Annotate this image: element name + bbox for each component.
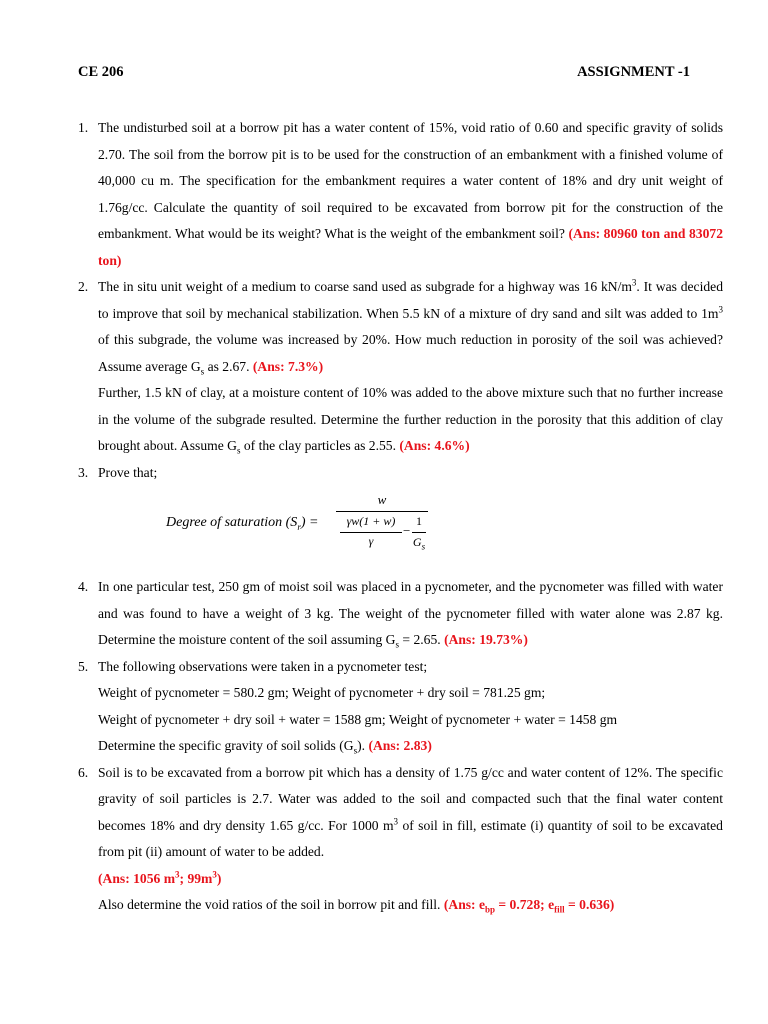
text-run: Soil is to be excavated from a borrow pit which has a density of 1.75 g/cc and water content of 12%. The specific gravity of soil particles is 2.7. Water was added to the soil and compacted such that the final water content becomes 18% and dry density 1.65 g/cc. For 1000 m [98,764,723,833]
question-text [98,733,723,760]
question-text: Prove that; [98,464,158,480]
question-5 [78,654,723,760]
text-run: . It was decided to improve that soil by mechanical stabilization. When 5.5 kN of a mixture of dry sand and silt was added to 1m [98,279,723,321]
observation-line: Weight of pycnometer + dry soil + water = 1588 gm; Weight of pycnometer + water = 1458 gm [98,711,618,727]
subscript: bp [485,904,496,915]
answer: (Ans: 19.73%) [444,632,528,647]
formula-minus: − [403,523,411,538]
text-run: ). [357,738,366,753]
answer: (Ans: 2.83) [368,738,432,753]
formula-label-text: Degree of saturation [166,515,283,530]
text-run: ; 99m [179,870,213,886]
answer [98,866,723,893]
saturation-formula [98,486,723,574]
subscript: fill [554,904,565,915]
question-text [98,760,723,866]
superscript: 3 [718,303,723,314]
superscript: 3 [175,868,180,879]
formula-symbol: (S [285,515,298,530]
question-number: 5. [78,658,89,674]
text-run: of this subgrade, the volume was increased by 20%. How much reduction in porosity of the soil was achieved? Assume average G [98,332,723,374]
course-code: CE 206 [78,64,124,80]
formula-g: G [412,535,422,549]
formula-one: 1 [416,514,422,528]
formula-symbol: ) = [300,515,319,530]
text-run: Determine the specific gravity of soil solids (G [98,738,354,753]
text-run: Also determine the void ratios of the soil in borrow pit and fill. [98,897,441,912]
formula-gs [411,533,427,551]
page-header [78,64,690,86]
formula-label [166,510,318,537]
question-number: 6. [78,764,89,780]
question-text: = 2.65. [399,632,441,647]
superscript: 3 [212,868,217,879]
formula-denominator-top: γw(1 + w) [346,514,396,528]
text-run: = 0.728; e [495,897,555,912]
answer: (Ans: 4.6%) [399,438,470,453]
answer [443,897,615,915]
question-text: The undisturbed soil at a borrow pit has a water content of 15%, void ratio of 0.60 and specific gravity of solids 2.70. The soil from the borrow pit is to be used for the construction of an embankment with a finished volume of 40,000 cu m. The specification for the embankment requires a water content of 18% and dry unit weight of 1.76g/cc. Calculate the quantity of soil required to be excavated from borrow pit for the construction of the embankment. What would be its weight? What is the weight of the embankment soil? [98,120,723,241]
subscript: s [236,445,241,456]
answer: (Ans: 7.3%) [252,358,324,374]
superscript: 3 [393,815,399,826]
subscript: s [421,541,426,552]
formula-fraction [336,492,428,572]
question-text: The following observations were taken in a pycnometer test; [98,658,428,674]
text-run: The in situ unit weight of a medium to coarse sand used as subgrade for a highway was 16 kN/m [98,279,632,294]
text-run: of soil in fill, estimate (i) quantity of soil to be excavated from pit (ii) amount of water to be added. [98,817,723,859]
question-text: In one particular test, 250 gm of moist soil was placed in a pycnometer, and the pycnometer was filled with water and was found to have a weight of 3 kg. The weight of the pycnometer filled with water alone was 2.87 kg. Determine the moisture content of the soil assuming G [98,579,723,647]
formula-denominator-bottom: γ [368,534,374,548]
question-text [98,892,723,919]
question-part-a [98,274,723,380]
question-3 [78,460,723,575]
superscript: 3 [631,277,637,288]
question-part-b [98,380,723,460]
text-run: of the clay particles as 2.55. [240,438,396,453]
text-run: = 0.636) [564,897,615,912]
question-1 [78,115,723,274]
formula-numerator: w [377,492,387,507]
question-4 [78,574,723,654]
text-run: (Ans: 1056 m [98,870,176,886]
subscript: s [395,639,400,650]
question-number: 1. [78,120,89,135]
subscript: s [353,745,358,756]
text-run: ) [216,870,222,886]
question-6 [78,760,723,919]
answer: (Ans: 80960 ton and 83072 ton) [98,226,723,268]
observation-line: Weight of pycnometer = 580.2 gm; Weight of pycnometer + dry soil = 781.25 gm; [98,685,546,700]
question-number: 4. [78,579,89,594]
text-run: (Ans: e [443,897,485,912]
question-list [78,115,723,919]
question-number: 2. [78,279,89,294]
question-2 [78,274,723,460]
subscript: r [297,521,301,532]
assignment-title: ASSIGNMENT -1 [577,64,690,80]
subscript: s [200,366,205,377]
text-run: Further, 1.5 kN of clay, at a moisture content of 10% was added to the above mixture such that no further increase in the volume of the subgrade resulted. Determine the further reduction in the porosity that this addition of clay brought about. Assume G [98,385,723,453]
question-number: 3. [78,464,89,480]
text-run: as 2.67. [204,358,250,374]
